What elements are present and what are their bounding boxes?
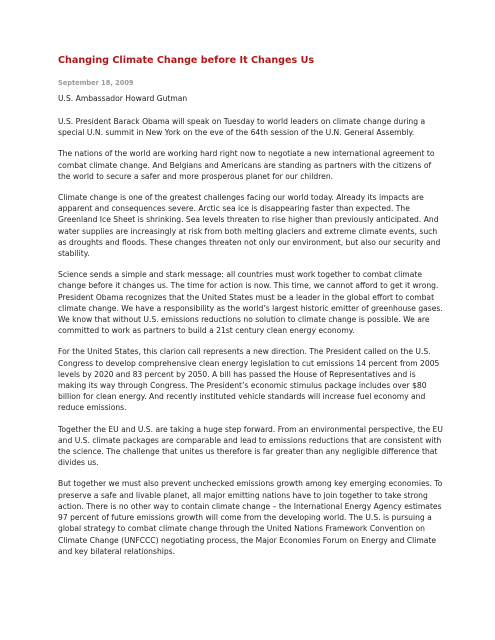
paragraph-5: For the United States, this clarion call represents a new direction. The President called on the U.S. Congress to develop comprehensive clean energy legislation to cut emissions 14 percent from 2005 levels by 2020 and 83 percent by 2050. A bill has passed the House of Representatives and is making its way through Congress. The President’s economic stimulus package includes over $80 billion for clean energy. And recently instituted vehicle standards will increase fuel economy and reduce emissions. [58,347,440,413]
paragraph-1: U.S. President Barack Obama will speak on Tuesday to world leaders on climate change during a special U.N. summit in New York on the eve of the 64th session of the U.N. General Assembly. [58,117,426,138]
paragraph-6: Together the EU and U.S. are taking a huge step forward. From an environmental perspective, the EU and U.S. climate packages are comparable and lead to emissions reductions that are consistent with the science. The challenge that unites us therefore is far greater than any negligible difference that divides us. [58,424,443,468]
article-author: U.S. Ambassador Howard Gutman [58,94,188,103]
paragraph-4: Science sends a simple and stark message: all countries must work together to combat climate change before it changes us. The time for action is now. This time, we cannot afford to get it wrong. President Obama recognizes that the United States must be a leader in the global effort to combat climate change. We have a responsibility as the world’s largest historic emitter of greenhouse gases. We know that without U.S. emissions reductions no solution to climate change is possible. We are committed to work as partners to build a 21st century clean energy economy. [58,270,443,336]
article-date: September 18, 2009 [58,79,134,87]
article-title: Changing Climate Change before It Changes Us [58,55,315,66]
paragraph-2: The nations of the world are working hard right now to negotiate a new international agreement to combat climate change. And Belgians and Americans are standing as partners with the citizens of the world to secure a safer and more prosperous planet for our children. [58,149,435,181]
paragraph-7: But together we must also prevent unchecked emissions growth among key emerging economies. To preserve a safe and livable planet, all major emitting nations have to join together to take strong action. There is no other way to contain climate change – the International Energy Agency estimates 97 percent of future emissions growth will come from the developing world. The U.S. is pursuing a global strategy to combat climate change through the United Nations Framework Convention on Climate Change (UNFCCC) negotiating process, the Major Economies Forum on Energy and Climate and key bilateral relationships. [58,479,443,556]
paragraph-3: Climate change is one of the greatest challenges facing our world today. Already its impacts are apparent and consequences severe. Arctic sea ice is disappearing faster than expected. The Greenland Ice Sheet is shrinking. Sea levels threaten to rise higher than previously anticipated. And water supplies are increasingly at risk from both melting glaciers and extreme climate events, such as droughts and floods. These changes threaten not only our environment, but also our security and stability. [58,193,441,259]
